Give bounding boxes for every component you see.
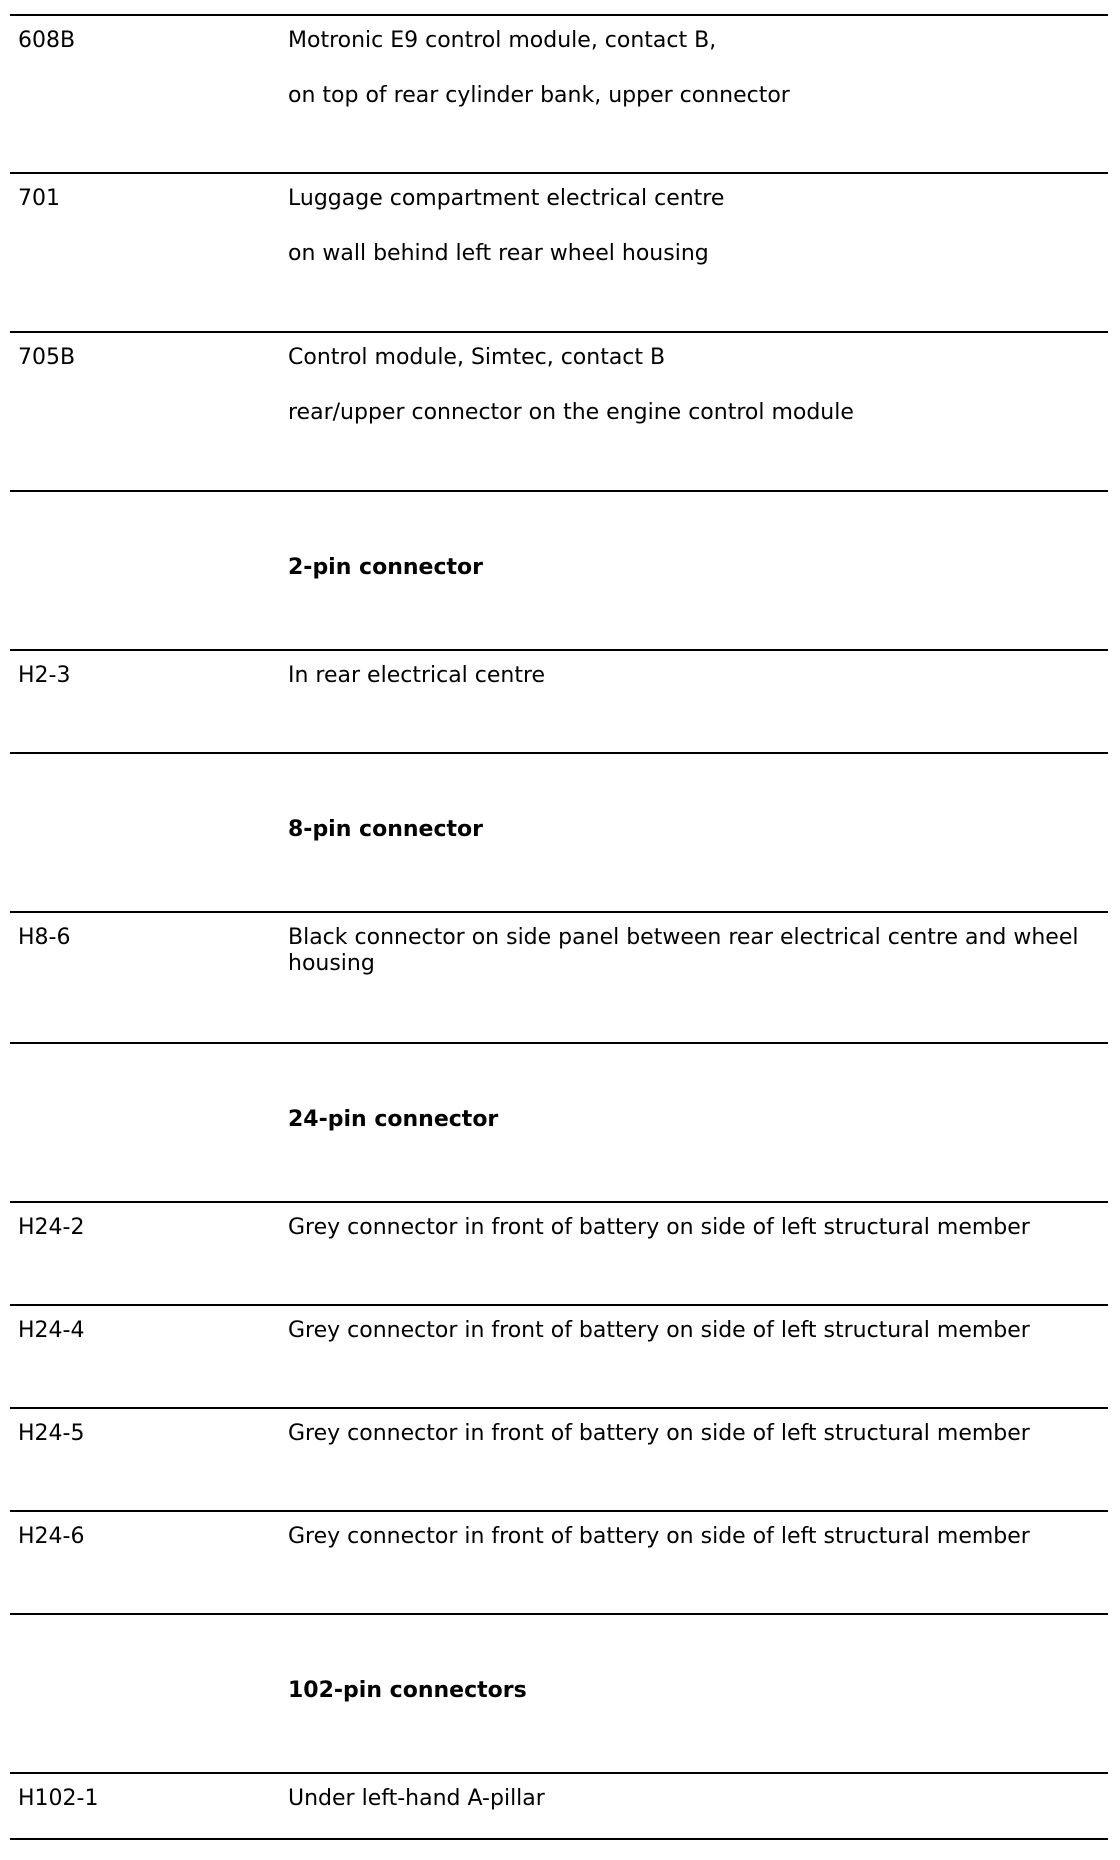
table-row [10,172,1108,331]
description-line: Control module, Simtec, contact B [288,345,666,370]
section-heading-row [10,1613,1108,1772]
description-line: Black connector on side panel between rear electrical centre and wheel housing [288,925,1079,976]
connector-code: H2-3 [18,663,71,688]
connector-code: H8-6 [18,925,71,950]
table-row [10,331,1108,490]
table-row [10,1510,1108,1613]
table-row [10,649,1108,752]
connector-code: 705B [18,345,76,370]
section-heading-row [10,752,1108,911]
description-line: Luggage compartment electrical centre [288,186,725,211]
connector-code: H24-6 [18,1524,85,1549]
connector-description [288,345,1104,426]
connector-code: 608B [18,28,76,53]
table-row [10,1304,1108,1407]
table-row [10,14,1108,172]
section-heading: 8-pin connector [288,817,483,842]
description-line: Grey connector in front of battery on side of left structural member [288,1421,1030,1446]
description-line: Under left-hand A-pillar [288,1786,545,1811]
section-heading: 2-pin connector [288,555,483,580]
section-heading: 102-pin connectors [288,1678,527,1703]
table-bottom-rule [10,1838,1108,1840]
description-line: Grey connector in front of battery on side of left structural member [288,1215,1030,1240]
connector-description [288,28,1104,109]
table-row [10,1201,1108,1304]
table-row [10,1772,1108,1838]
table-row [10,1407,1108,1510]
description-line: on wall behind left rear wheel housing [288,241,709,266]
table-row [10,911,1108,1042]
description-line: Motronic E9 control module, contact B, [288,28,717,53]
connector-code: H24-2 [18,1215,85,1240]
description-line: rear/upper connector on the engine control module [288,400,854,425]
description-line: Grey connector in front of battery on side of left structural member [288,1318,1030,1343]
connector-description [288,186,1104,267]
connector-description [288,1786,1104,1812]
connector-code: H102-1 [18,1786,99,1811]
description-line: on top of rear cylinder bank, upper connector [288,83,790,108]
connector-description [288,925,1104,977]
description-line: In rear electrical centre [288,663,546,688]
connector-description [288,1318,1104,1344]
connector-description [288,1421,1104,1447]
connector-code: H24-4 [18,1318,85,1343]
connector-code: 701 [18,186,60,211]
connector-description [288,1524,1104,1550]
section-heading-row [10,1042,1108,1201]
description-line: Grey connector in front of battery on side of left structural member [288,1524,1030,1549]
connector-description [288,663,1104,689]
connector-code: H24-5 [18,1421,85,1446]
section-heading: 24-pin connector [288,1107,499,1132]
connector-description [288,1215,1104,1241]
section-heading-row [10,490,1108,649]
